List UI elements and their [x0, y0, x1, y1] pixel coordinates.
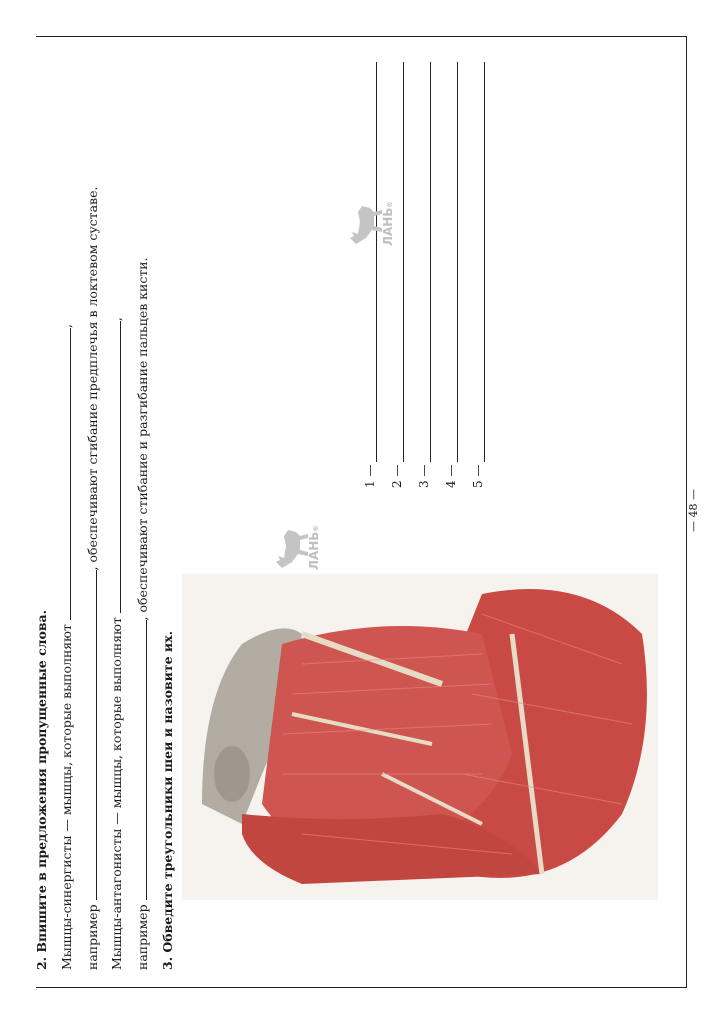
answer-number-3: 3 —	[417, 464, 431, 488]
task2-line3-text: Мышцы-антагонисты — мышцы, которые выполняют	[109, 617, 124, 970]
deer-icon	[276, 530, 308, 568]
answer-number-5: 5 —	[471, 464, 485, 488]
bottom-rule	[36, 987, 686, 988]
task2-line1	[60, 324, 74, 970]
top-rule	[36, 36, 686, 37]
task2-line4-prefix: например	[135, 904, 150, 970]
blank-synergist-action[interactable]	[60, 328, 71, 620]
comma: ,	[59, 324, 74, 329]
deer-icon	[350, 206, 382, 244]
task2-line4-suffix: , обеспечивают стибание и разгибание пальцев кисти.	[135, 257, 150, 621]
watermark-text: ЛАНЬ	[307, 531, 320, 570]
watermark-mark: ®	[312, 525, 320, 532]
page-number: — 48 —	[687, 489, 700, 532]
task2-line3	[110, 317, 124, 970]
neck-muscles-illustration	[182, 574, 658, 900]
answer-number-1: 1 —	[363, 464, 377, 488]
answer-line-1[interactable]	[376, 62, 377, 462]
task2-line2	[86, 187, 100, 970]
ear-shape	[214, 746, 250, 802]
task2-line4	[136, 257, 150, 970]
answer-number-2: 2 —	[390, 464, 404, 488]
task2-line2-suffix: , обеспечивают сгибание предплечья в локтевом суставе.	[85, 186, 100, 571]
blank-antagonist-action[interactable]	[110, 321, 121, 613]
answer-line-4[interactable]	[457, 62, 458, 462]
task3-title: 3. Обведите треугольники шеи и назовите их.	[160, 630, 175, 970]
task2-line1-text: Мышцы-синергисты — мышцы, которые выполняют	[59, 624, 74, 970]
blank-antagonist-example[interactable]	[136, 620, 147, 900]
task2-line2-prefix: например	[85, 904, 100, 970]
watermark-mark: ®	[386, 201, 394, 208]
answer-number-4: 4 —	[444, 464, 458, 488]
comma: ,	[109, 317, 124, 322]
watermark-logo-top	[348, 190, 398, 252]
task2-title: 2. Впишите в предложения пропущенные слова.	[34, 610, 49, 970]
answer-line-5[interactable]	[484, 62, 485, 462]
answer-line-2[interactable]	[403, 62, 404, 462]
answer-line-3[interactable]	[430, 62, 431, 462]
blank-synergist-example[interactable]	[86, 570, 97, 900]
watermark-logo-mid	[274, 514, 324, 576]
watermark-text: ЛАНЬ	[381, 207, 394, 246]
